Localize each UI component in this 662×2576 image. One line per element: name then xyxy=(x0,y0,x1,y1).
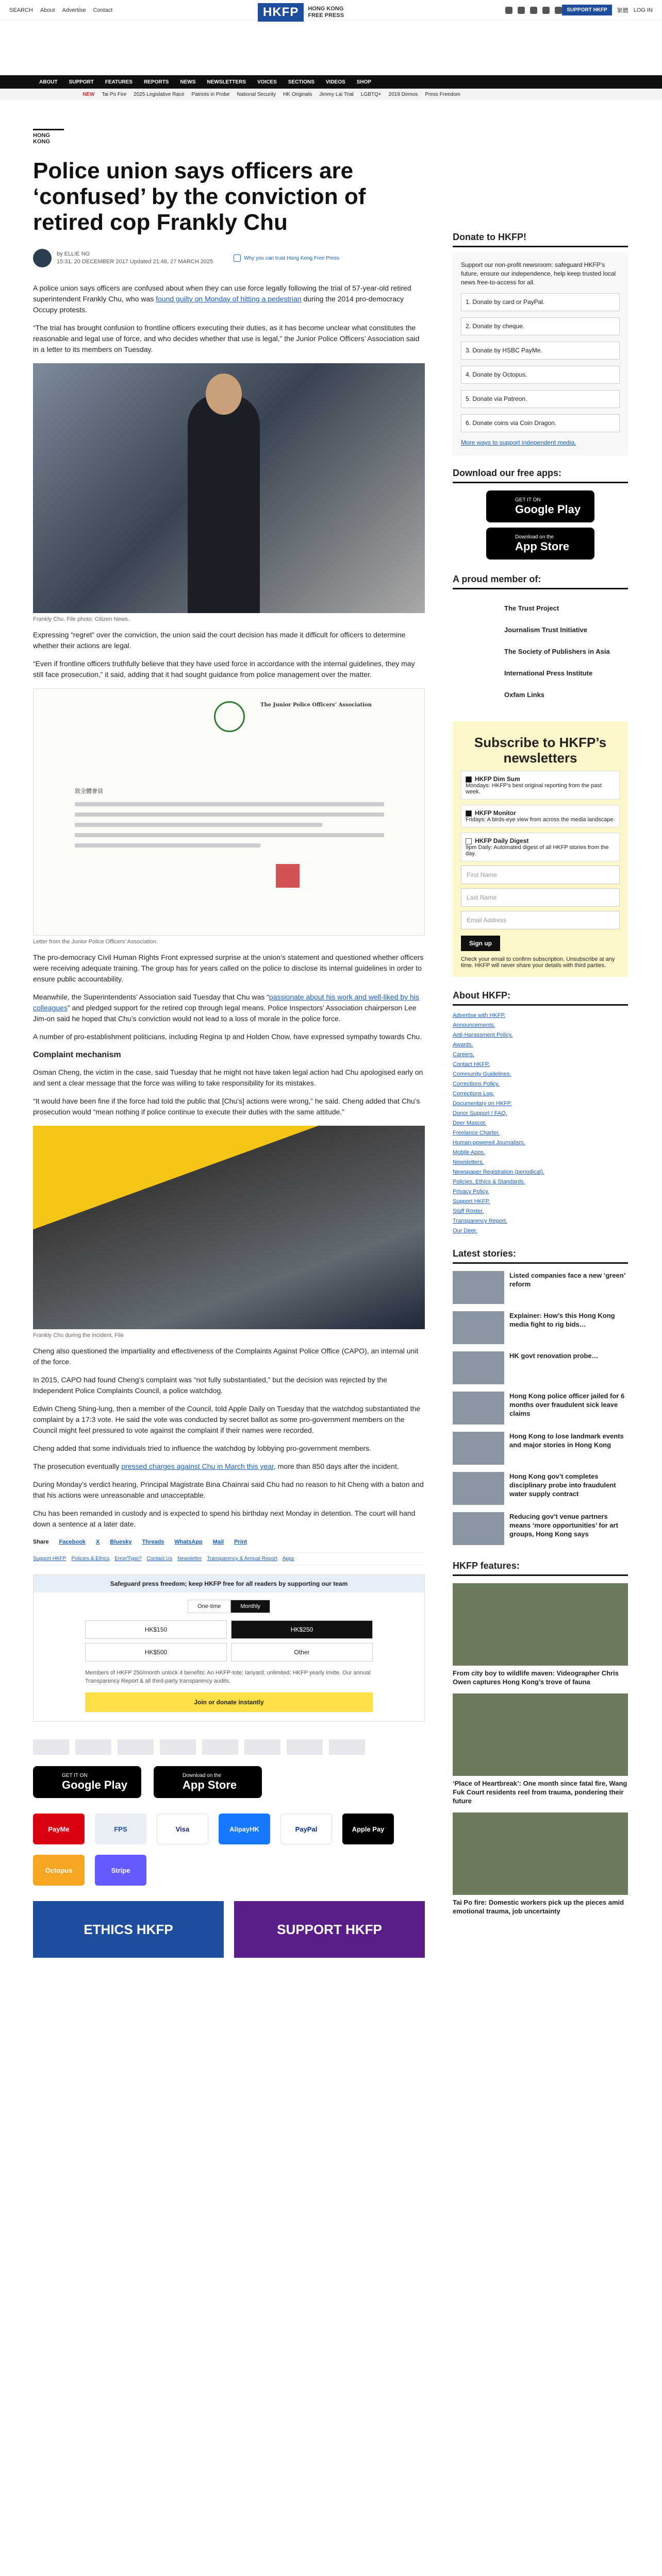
paragraph: In 2015, CAPO had found Cheng’s complaint was “not fully substantiated,” but the decision was rejected by the Independent Police Complaints Council, a police watchdog. xyxy=(33,1376,387,1395)
share-x[interactable]: X xyxy=(95,1539,100,1545)
payme-logo[interactable]: PayMe xyxy=(33,1814,85,1844)
nav-voices[interactable]: VOICES xyxy=(257,79,277,85)
paragraph: Edwin Cheng Shing-lung, then a member of the Council, told Apple Daily on Tuesday that the watchdog substantiated the complaint by a 17:3 vote. He said the vote was conducted by secret ballot as some pro-government members on the Council might feel pressured to vote against the complaint if their names were recorded. xyxy=(33,1404,421,1434)
sopa-logo[interactable]: The Society of Publishers in Asia xyxy=(504,648,610,655)
member-benefits: Members of HKFP 250/month unlock 4 benefits: An HKFP-tote; lanyard; unlimited; HKFP yearly invite. Our annual Transparency Report & all third-party transparency audits. xyxy=(85,1670,371,1684)
checkbox-icon[interactable] xyxy=(466,810,472,817)
publish-dates: 15:31, 20 DECEMBER 2017 Updated 21:48, 27 MARCH 2025 xyxy=(57,259,213,265)
feature-image xyxy=(453,1693,628,1776)
story-title[interactable]: Reducing gov’t venue partners means ‘more opportunities’ for art groups, Hong Kong says xyxy=(509,1513,618,1538)
letter-caption: Letter from the Junior Police Officers’ Association. xyxy=(33,939,158,945)
app-store-badge[interactable] xyxy=(154,1766,262,1798)
member-logos xyxy=(453,598,628,706)
subscribe-note: Check your email to confirm subscription. Unsubscribe at any time. HKFP will never share your details with third parties. xyxy=(461,956,615,969)
badge-name: App Store xyxy=(515,539,570,553)
nav-support[interactable]: SUPPORT xyxy=(69,79,94,85)
share-print[interactable]: Print xyxy=(234,1539,247,1545)
article xyxy=(33,129,425,1958)
partner-logos xyxy=(33,1739,425,1755)
feature-item[interactable] xyxy=(453,1812,628,1916)
verdict-link[interactable]: found guilty on Monday of hitting a pedestrian xyxy=(156,295,302,303)
rss-icon[interactable] xyxy=(555,7,562,14)
latest-story[interactable] xyxy=(453,1472,628,1505)
newsletter-option[interactable] xyxy=(461,805,620,827)
jti-logo[interactable]: Journalism Trust Initiative xyxy=(504,626,588,634)
donate-text: Support our non-profit newsroom: safeguard HKFP’s future, ensure our independence, help keep trusted local news free-to-access for all. xyxy=(461,261,616,286)
tab-one-time[interactable]: One-time xyxy=(188,1600,230,1613)
support-banner[interactable]: SUPPORT HKFP xyxy=(234,1901,425,1958)
about-link[interactable]: Awards. xyxy=(453,1042,473,1048)
donate-option[interactable]: 5. Donate via Patreon. xyxy=(461,390,620,408)
feature-item[interactable] xyxy=(453,1693,628,1805)
photo-caption: Frankly Chu. File photo: Citizen News. xyxy=(33,616,130,622)
first-name-input[interactable]: First Name xyxy=(461,866,620,884)
paragraph-text: Meanwhile, the Superintendents’ Association said Tuesday that Chu was “ xyxy=(33,993,269,1001)
paragraph: Cheng also questioned the impartiality and effectiveness of the Complaints Against Police Office (CAPO), an internal unit of the force. xyxy=(33,1347,419,1366)
story-thumbnail xyxy=(453,1351,504,1384)
story-title[interactable]: Hong Kong police officer jailed for 6 months over fraudulent sick leave claims xyxy=(509,1392,625,1418)
ticker-new-badge: NEW xyxy=(82,91,95,97)
about-link[interactable]: Advertise with HKFP. xyxy=(453,1012,506,1019)
latest-story[interactable] xyxy=(453,1432,628,1465)
paragraph xyxy=(33,283,425,315)
about-link[interactable]: Transparency Report. xyxy=(453,1218,507,1225)
nav-news[interactable]: NEWS xyxy=(180,79,196,85)
about-link[interactable]: Community Guidelines. xyxy=(453,1071,511,1078)
feature-image xyxy=(453,1812,628,1895)
story-title[interactable]: Hong Kong to lose landmark events and major stories in Hong Kong xyxy=(509,1432,624,1449)
tab-monthly[interactable]: Monthly xyxy=(230,1600,270,1613)
paragraph-text: during the 2014 pro-democracy Occupy protests. xyxy=(33,295,404,314)
share-label: Share xyxy=(33,1539,49,1545)
instagram-icon[interactable] xyxy=(530,7,537,14)
superintendents-link[interactable]: passionate about his work and well-liked by his colleagues xyxy=(33,993,419,1012)
about-link[interactable]: Donor Support / FAQ. xyxy=(453,1110,507,1117)
donate-option[interactable]: 4. Donate by Octopus. xyxy=(461,366,620,384)
oxfam-logo[interactable]: Oxfam Links xyxy=(504,691,545,699)
newsletter-desc: Mondays: HKFP’s best original reporting from the past week. xyxy=(466,783,602,795)
promo-banners xyxy=(33,1901,425,1958)
newsletter-desc: Fridays: A birds-eye view from across the media landscape. xyxy=(466,817,615,823)
footer-link[interactable]: Policies & Ethics xyxy=(71,1556,110,1562)
footer-link[interactable]: Newsletter xyxy=(177,1556,202,1562)
about-link[interactable]: Documentary on HKFP. xyxy=(453,1100,512,1107)
ticker-item[interactable]: Patriots in Probe xyxy=(191,91,230,97)
social-icons xyxy=(505,7,562,14)
latest-title: Latest stories: xyxy=(453,1248,628,1264)
about-link[interactable]: Newsletters. xyxy=(453,1159,484,1166)
newsletter-name: HKFP Monitor xyxy=(475,809,516,817)
latest-story[interactable] xyxy=(453,1512,628,1545)
logo-mark: HKFP xyxy=(258,3,304,22)
donate-header: Safeguard press freedom; keep HKFP free for all readers by supporting our team xyxy=(34,1575,424,1592)
paragraph: During Monday’s verdict hearing, Principal Magistrate Bina Chainrai said Chu had no reason to hit Cheng with a baton and that his actions were unreasonable and unacceptable. xyxy=(33,1480,424,1499)
share-bar xyxy=(33,1539,425,1545)
newsletter-signup xyxy=(453,721,628,977)
share-threads[interactable]: Threads xyxy=(142,1539,164,1545)
fps-logo[interactable]: FPS xyxy=(95,1814,146,1844)
stripe-logo[interactable]: Stripe xyxy=(95,1855,146,1886)
latest-story[interactable] xyxy=(453,1351,628,1384)
donate-option[interactable]: 2. Donate by cheque. xyxy=(461,317,620,335)
about-link[interactable]: Contact HKFP. xyxy=(453,1061,490,1068)
donate-option[interactable]: 1. Donate by card or PayPal. xyxy=(461,293,620,311)
share-bluesky[interactable]: Bluesky xyxy=(110,1539,132,1545)
donate-title: Donate to HKFP! xyxy=(453,232,628,247)
support-hkfp-button[interactable]: SUPPORT HKFP xyxy=(562,5,611,15)
trust-label: Why you can trust Hong Kong Free Press xyxy=(244,255,339,261)
signup-button[interactable]: Sign up xyxy=(461,936,500,951)
red-stamp xyxy=(276,864,300,888)
story-thumbnail xyxy=(453,1311,504,1344)
story-title[interactable]: HK govt renovation probe… xyxy=(509,1352,599,1360)
story-title[interactable]: Hong Kong gov’t completes disciplinary probe into fraudulent water supply contract xyxy=(509,1472,616,1498)
search-link[interactable]: SEARCH xyxy=(9,7,33,13)
features-list xyxy=(453,1583,628,1916)
checkbox-icon[interactable] xyxy=(466,838,472,844)
photo-caption: Frankly Chu during the incident. File xyxy=(33,1332,124,1338)
share-whatsapp[interactable]: WhatsApp xyxy=(174,1539,203,1545)
advertise-link[interactable]: Advertise xyxy=(62,7,86,13)
about-link[interactable]: Anti-Harassment Policy. xyxy=(453,1032,513,1039)
feature-item[interactable] xyxy=(453,1583,628,1686)
paypal-logo[interactable]: PayPal xyxy=(280,1814,332,1844)
story-thumbnail xyxy=(453,1512,504,1545)
apple-pay-logo[interactable]: Apple Pay xyxy=(342,1814,394,1844)
checkbox-icon[interactable] xyxy=(466,776,472,783)
site-logo[interactable] xyxy=(258,3,344,22)
about-link[interactable]: Announcements. xyxy=(453,1022,495,1029)
about-title: About HKFP: xyxy=(453,990,628,1006)
nav-newsletters[interactable]: NEWSLETTERS xyxy=(207,79,246,85)
ticker-item[interactable]: Tai Po Fire xyxy=(102,91,127,97)
ticker-item[interactable]: 2025 Legislative Race xyxy=(134,91,185,97)
subheading: Complaint mechanism xyxy=(33,1050,121,1059)
amount-option[interactable]: HK$150 xyxy=(85,1620,227,1639)
newsletter-name: HKFP Daily Digest xyxy=(475,837,529,845)
nav-about[interactable]: ABOUT xyxy=(39,79,58,85)
about-link[interactable]: Corrections Policy. xyxy=(453,1081,500,1088)
paragraph: Chu has been remanded in custody and is expected to spend his birthday next Monday in detention. The court will hand down a sentence at a later date. xyxy=(33,1509,416,1528)
newsletter-name: HKFP Dim Sum xyxy=(475,775,520,783)
feature-image xyxy=(453,1583,628,1666)
donate-panel xyxy=(453,252,628,455)
about-link[interactable]: Deer Mascot. xyxy=(453,1120,487,1127)
story-thumbnail xyxy=(453,1392,504,1425)
newsletter-desc: 9pm Daily: Automated digest of all HKFP stories from the day. xyxy=(466,844,609,857)
nav-reports[interactable]: REPORTS xyxy=(144,79,169,85)
visa-logo[interactable]: Visa xyxy=(157,1814,208,1844)
badge-top: GET IT ON xyxy=(62,1772,88,1778)
logo-line-1: HONG KONG xyxy=(308,6,344,12)
paragraph: “Even if frontline officers truthfully believe that they have used force in accordance with the internal guidelines, they may still face prosecution,” it said, adding that it had sought guidance from police management over the matter. xyxy=(33,659,415,679)
paragraph: A number of pro-establishment politicians, including Regina Ip and Holden Chow, have expressed sympathy towards Chu. xyxy=(33,1032,422,1041)
donate-option[interactable]: 6. Donate coins via Coin Dragon. xyxy=(461,414,620,432)
trust-link[interactable] xyxy=(234,255,339,262)
octopus-logo[interactable]: Octopus xyxy=(33,1855,85,1886)
trust-icon xyxy=(234,255,241,262)
about-link[interactable]: Careers. xyxy=(453,1052,475,1058)
logo-line-2: FREE PRESS xyxy=(308,12,344,19)
badge-top: Download on the xyxy=(183,1772,222,1778)
sidebar xyxy=(453,232,628,1916)
more-ways-link[interactable]: More ways to support independent media. xyxy=(461,439,576,446)
about-link[interactable]: Freelance Charter. xyxy=(453,1130,500,1137)
subscribe-title: Subscribe to HKFP’s newsletters xyxy=(474,735,607,766)
latest-story[interactable] xyxy=(453,1392,628,1425)
about-list xyxy=(453,1011,628,1236)
x-icon[interactable] xyxy=(518,7,525,14)
story-thumbnail xyxy=(453,1472,504,1505)
paragraph: Expressing “regret” over the conviction, the union said the court decision has made it difficult for officers to determine whether their actions are legal. xyxy=(33,631,406,650)
ticker-item[interactable]: Press Freedom xyxy=(425,91,460,97)
badge-name: Google Play xyxy=(515,502,581,516)
about-link[interactable]: Newspaper Registration (periodical). xyxy=(453,1169,544,1176)
share-mail[interactable]: Mail xyxy=(212,1539,224,1545)
badge-name: Google Play xyxy=(62,1778,128,1791)
feature-title[interactable]: From city boy to wildlife maven: Videographer Chris Owen captures Hong Kong’s trove of fauna xyxy=(453,1669,619,1686)
main-nav xyxy=(0,75,662,89)
amount-option[interactable]: HK$500 xyxy=(85,1643,227,1662)
badge-name: App Store xyxy=(183,1778,237,1791)
about-link[interactable]: Mobile Apps. xyxy=(453,1149,485,1156)
member-title: A proud member of: xyxy=(453,574,628,589)
amount-option[interactable]: HK$250 xyxy=(231,1620,373,1639)
paragraph: The pro-democracy Civil Human Rights Front expressed surprise at the union’s statement and questioned whether officers were receiving adequate training. The group has for years called on the police to disclose its internal guidelines in order to ensure public accountability. xyxy=(33,953,424,983)
story-thumbnail xyxy=(453,1432,504,1465)
app-store-row xyxy=(33,1766,425,1798)
incident-photo xyxy=(33,1126,425,1329)
about-link[interactable]: Privacy Policy. xyxy=(453,1189,489,1195)
paragraph-text: A police union says officers are confused about when they can use force legally following the trial of 57-year-old retired superintendent Frankly Chu, who was xyxy=(33,284,411,303)
newsletter-option[interactable] xyxy=(461,771,620,800)
join-button[interactable]: Join or donate instantly xyxy=(85,1692,373,1712)
association-seal xyxy=(214,701,245,732)
facebook-icon[interactable] xyxy=(505,7,512,14)
payment-methods xyxy=(33,1814,425,1886)
features-title: HKFP features: xyxy=(453,1561,628,1576)
paragraph: “It would have been fine if the force had told the public that [Chu’s] actions were wrong,” he said. Cheng added that Chu’s prosecution would “mean nothing if police continue to execute their duties with the same attitude.” xyxy=(33,1097,420,1116)
paragraph xyxy=(33,992,425,1024)
about-link[interactable]: Staff Roster. xyxy=(453,1208,484,1215)
ipi-logo[interactable]: International Press Institute xyxy=(504,669,593,677)
paragraph-text: , more than 850 days after the incident. xyxy=(273,1462,399,1470)
language-toggle[interactable]: 繁體 xyxy=(617,7,628,14)
story-title[interactable]: Explainer: How’s this Hong Kong media fight to rig bids… xyxy=(509,1312,615,1329)
section-label[interactable]: HONG KONG xyxy=(33,129,64,145)
about-link[interactable]: About xyxy=(40,7,55,13)
union-letter-image xyxy=(33,688,425,936)
latest-list xyxy=(453,1271,628,1545)
story-thumbnail xyxy=(453,1271,504,1304)
google-play-badge[interactable] xyxy=(33,1766,141,1798)
about-link[interactable]: Our Deer. xyxy=(453,1228,477,1234)
badge-top: Download on the xyxy=(515,534,554,540)
alipay-logo[interactable]: AlipayHK xyxy=(219,1814,270,1844)
ticker-item[interactable]: National Security xyxy=(237,91,276,97)
ticker-item[interactable]: Jimmy Lai Trial xyxy=(319,91,354,97)
nav-videos[interactable]: VIDEOS xyxy=(325,79,345,85)
top-bar xyxy=(0,0,662,21)
share-facebook[interactable]: Facebook xyxy=(59,1539,86,1545)
latest-story[interactable] xyxy=(453,1271,628,1304)
donate-box xyxy=(33,1574,425,1722)
sidebar-google-play[interactable] xyxy=(486,490,594,522)
about-link[interactable]: Support HKFP. xyxy=(453,1198,490,1205)
paragraph xyxy=(33,1461,425,1472)
article-title: Police union says officers are ‘confused’ by the conviction of retired cop Frankly Chu xyxy=(33,158,366,235)
newsletter-option[interactable] xyxy=(461,833,620,861)
footer-link[interactable]: Transparency & Annual Report xyxy=(207,1556,277,1562)
about-link[interactable]: Policies, Ethics & Standards. xyxy=(453,1179,525,1185)
nav-sections[interactable]: SECTIONS xyxy=(288,79,315,85)
trust-project-logo[interactable]: The Trust Project xyxy=(504,604,559,612)
byline xyxy=(33,249,425,267)
sidebar-app-store[interactable] xyxy=(486,528,594,560)
author-avatar xyxy=(33,249,52,267)
paragraph-text: ” and pledged support for the retired cop through legal means. Police Inspectors’ Association chairperson Lee Jim-on said he hoped that Chu’s conviction would not lead to a loss of morale in the police force. xyxy=(33,1004,417,1023)
paragraph-text: The prosecution eventually xyxy=(33,1462,122,1470)
author-name[interactable]: by ELLIE NG xyxy=(57,251,90,257)
about-link[interactable]: Human-powered Journalism. xyxy=(453,1140,525,1146)
footer-link[interactable]: Error/Typo? xyxy=(114,1556,142,1562)
last-name-input[interactable]: Last Name xyxy=(461,888,620,907)
footer-link[interactable]: Support HKFP xyxy=(33,1556,67,1562)
charges-link[interactable]: pressed charges against Chu in March this year xyxy=(121,1462,274,1470)
ethics-banner[interactable]: ETHICS HKFP xyxy=(33,1901,224,1958)
badge-top: GET IT ON xyxy=(515,497,541,503)
paragraph: “The trial has brought confusion to frontline officers executing their duties, as it has become unclear what constitutes the reasonable and legal use of force, and who decides whether that use is legal,” the Junior Police Officers’ Association said in a letter to its members on Tuesday. xyxy=(33,324,420,353)
feature-title[interactable]: Tai Po fire: Domestic workers pick up the pieces amid emotional trauma, job uncertainty xyxy=(453,1899,624,1916)
paragraph: Cheng added that some individuals tried to influence the watchdog by lobbying pro-government members. xyxy=(33,1444,372,1452)
latest-story[interactable] xyxy=(453,1311,628,1344)
amount-other[interactable]: Other xyxy=(231,1643,373,1662)
article-footer-links xyxy=(33,1552,425,1565)
nav-shop[interactable]: SHOP xyxy=(356,79,372,85)
login-link[interactable]: LOG IN xyxy=(633,7,653,13)
footer-link[interactable]: Contact Us xyxy=(146,1556,173,1562)
about-link[interactable]: Corrections Log. xyxy=(453,1091,494,1097)
email-input[interactable]: Email Address xyxy=(461,911,620,929)
contact-link[interactable]: Contact xyxy=(93,7,113,13)
feature-title[interactable]: ‘Place of Heartbreak’: One month since fatal fire, Wang Fuk Court residents reel from trauma, pondering their future xyxy=(453,1780,627,1805)
trending-ticker xyxy=(0,89,662,100)
letter-heading: The Junior Police Officers’ Association xyxy=(260,702,372,708)
donate-option[interactable]: 3. Donate by HSBC PayMe. xyxy=(461,342,620,360)
paragraph: Osman Cheng, the victim in the case, said Tuesday that he might not have taken legal action had Chu apologised early on and sent a clear message that the force was willing to take responsibility for its mistakes. xyxy=(33,1068,423,1087)
nav-features[interactable]: FEATURES xyxy=(105,79,133,85)
ticker-item[interactable]: 2019 Demos xyxy=(388,91,418,97)
frankly-chu-photo xyxy=(33,363,425,613)
letter-salutation: 致全體會員 xyxy=(75,788,103,794)
footer-link[interactable]: Apps xyxy=(282,1556,294,1562)
ticker-item[interactable]: HK Originals xyxy=(283,91,312,97)
apps-title: Download our free apps: xyxy=(453,468,628,483)
youtube-icon[interactable] xyxy=(542,7,550,14)
story-title[interactable]: Listed companies face a new ‘green’ reform xyxy=(509,1272,625,1289)
ticker-item[interactable]: LGBTQ+ xyxy=(360,91,382,97)
